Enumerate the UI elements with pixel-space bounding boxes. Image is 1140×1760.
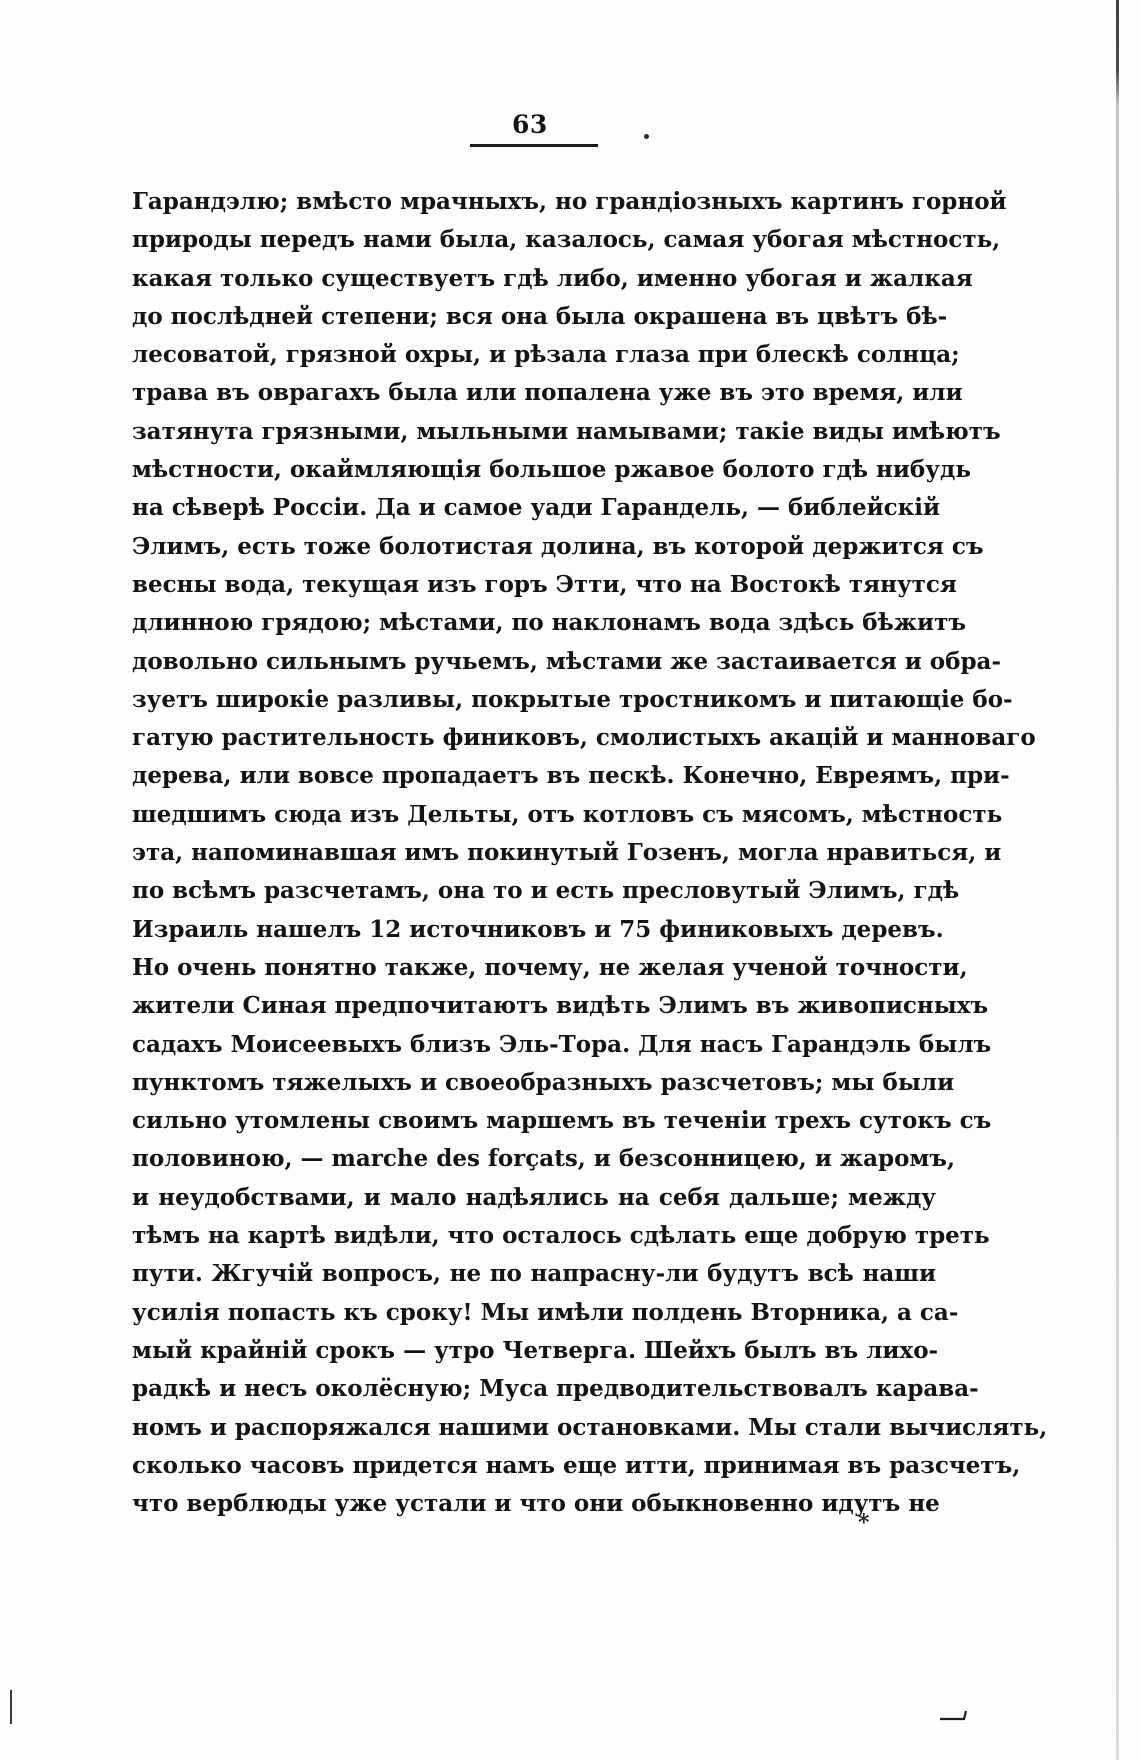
header-rule — [470, 144, 598, 147]
page-edge-shadow — [1116, 0, 1119, 1760]
scan-artifact-left — [10, 1690, 12, 1724]
text-line: какая только существуетъ гдѣ либо, именно убогая и жалкая — [132, 264, 973, 292]
text-line: по всѣмъ разсчетамъ, она то и есть пресловутый Элимъ, гдѣ — [132, 877, 960, 905]
text-line: жители Синая предпочитаютъ видѣть Элимъ въ живописныхъ — [132, 992, 989, 1020]
text-line: трава въ оврагахъ была или попалена уже въ это время, или — [132, 379, 963, 407]
text-line: лесоватой, грязной охры, и рѣзала глаза при блескѣ солнца; — [132, 341, 960, 369]
text-line: садахъ Моисеевыхъ близъ Эль-Тора. Для насъ Гарандэль былъ — [132, 1030, 992, 1058]
text-line: эта, напоминавшая имъ покинутый Гозенъ, могла нравиться, и — [132, 839, 1002, 867]
scan-corner-mark — [940, 1710, 968, 1722]
text-line: номъ и распоряжался нашими остановками. Мы стали вычислять, — [132, 1413, 1048, 1441]
text-line: зуетъ широкiе разливы, покрытые тростникомъ и питающiе бо- — [132, 685, 1013, 713]
text-line: что верблюды уже устали и что они обыкновенно идутъ не — [132, 1490, 940, 1518]
text-line: длинною грядою; мѣстами, по наклонамъ вода здѣсь бѣжитъ — [132, 609, 966, 637]
text-line: мѣстности, окаймляющiя большое ржавое болото гдѣ нибудь — [132, 456, 971, 484]
footnote-asterisk: * — [858, 1510, 870, 1536]
text-line: мый крайнiй срокъ — утро Четверга. Шейхъ былъ въ лихо- — [132, 1336, 939, 1364]
text-line: весны вода, текущая изъ горъ Этти, что на Востокѣ тянутся — [132, 570, 957, 598]
text-line: довольно сильнымъ ручьемъ, мѣстами же застаивается и обра- — [132, 647, 1002, 675]
text-line: пунктомъ тяжелыхъ и своеобразныхъ разсчетовъ; мы были — [132, 1068, 955, 1096]
text-line: дерева, или вовсе пропадаетъ въ пескѣ. Конечно, Евреямъ, при- — [132, 762, 1010, 790]
text-line: сколько часовъ придется намъ еще итти, принимая въ разсчетъ, — [132, 1451, 1021, 1479]
text-line: шедшимъ сюда изъ Дельты, отъ котловъ съ мясомъ, мѣстность — [132, 800, 1003, 828]
text-line: Израиль нашелъ 12 источниковъ и 75 финиковыхъ деревъ. — [132, 915, 944, 943]
text-line: пути. Жгучiй вопросъ, не по напрасну-ли будутъ всѣ наши — [132, 1260, 936, 1288]
text-line: радкѣ и несъ околёсную; Муса предводительствовалъ карава- — [132, 1375, 979, 1403]
text-line: до послѣдней степени; вся она была окрашена въ цвѣтъ бѣ- — [132, 302, 948, 330]
text-line: природы передъ нами была, казалось, самая убогая мѣстность, — [132, 226, 1001, 254]
text-line: тѣмъ на картѣ видѣли, что осталось сдѣлать еще добрую треть — [132, 1222, 990, 1250]
header-dot — [644, 134, 649, 139]
text-line: и неудобствами, и мало надѣялись на себя дальше; между — [132, 1183, 936, 1211]
text-line: Элимъ, есть тоже болотистая долина, въ которой держится съ — [132, 532, 984, 560]
text-line: гатую растительность финиковъ, смолистыхъ акацiй и манноваго — [132, 724, 1036, 752]
text-line: усилiя попасть къ сроку! Мы имѣли полдень Вторника, а са- — [132, 1298, 959, 1326]
text-line: затянута грязными, мыльными намывами; такiе виды имѣютъ — [132, 417, 1001, 445]
text-line: сильно утомлены своимъ маршемъ въ теченiи трехъ сутокъ съ — [132, 1107, 992, 1135]
text-line: Но очень понятно также, почему, не желая ученой точности, — [132, 953, 968, 981]
text-line: половиною, — marche des forçats, и безсонницею, и жаромъ, — [132, 1145, 956, 1173]
page-number: 63 — [512, 110, 548, 139]
text-line: на сѣверѣ Россiи. Да и самое уади Гарандель, — библейскiй — [132, 494, 941, 522]
body-text — [132, 183, 1048, 1523]
text-line: Гарандэлю; вмѣсто мрачныхъ, но грандiозныхъ картинъ горной — [132, 188, 1007, 215]
